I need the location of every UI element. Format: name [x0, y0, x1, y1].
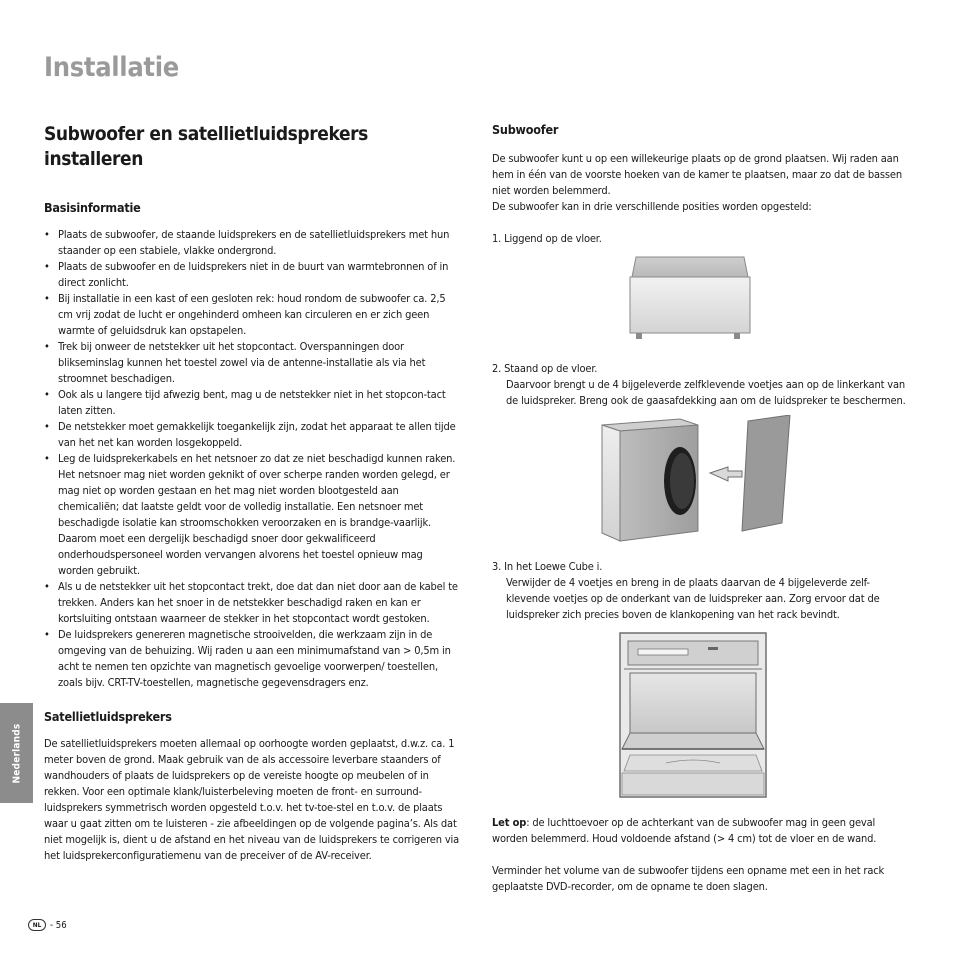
basis-bullet-list [44, 227, 460, 691]
bullet-item: • De luidsprekers genereren magnetische strooivelden, die werkzaam zijn in de omgeving van de behuizing. Wij raden u aan een minimumafstand van > 0,5m in acht te nemen ten opzichte van magnetisch gevoelige voorwerpen/ toestellen, zoals bijv. CRT-TV-toestellen, magnetische gegevensdragers enz. [44, 627, 460, 691]
note-paragraph [492, 815, 912, 847]
loewe-cube-rack-illustration [618, 631, 768, 801]
language-side-tab [0, 703, 33, 803]
note-label: Let op [492, 816, 527, 829]
subwoofer-lying-illustration [622, 255, 762, 347]
bullet-item: • Ook als u langere tijd afwezig bent, mag u de netstekker niet in het stopcon-tact laten zitten. [44, 387, 460, 419]
subwoofer-standing-illustration [600, 415, 800, 545]
bullet-item: • De netstekker moet gemakkelijk toegankelijk zijn, zodat het apparaat te allen tijde van het net kan worden losgekoppeld. [44, 419, 460, 451]
satelliet-heading: Satellietluidsprekers [44, 709, 172, 724]
subwoofer-intro: De subwoofer kunt u op een willekeurige plaats op de grond plaatsen. Wij raden aan hem in één van de voorste hoeken van de kamer te plaatsen, maar zo dat de bassen niet worden belemmerd. [492, 152, 902, 197]
bullet-item: • Leg de luidsprekerkabels en het netsnoer zo dat ze niet beschadigd kunnen raken. Het netsnoer mag niet worden geknikt of over scherpe randen worden gelegd, er mag niet op worden gestaan en het mag niet worden blootgesteld aan chemicaliën; dat laatste geldt voor de volledig installatie. Een netsnoer met beschadigde isolatie kan stroomschokken veroorzaken en is brandge-vaarlijk. Daarom moet een dergelijk beschadigd snoer door gekwalificeerd onderhoudspersoneel worden vervangen alvorens het toestel opnieuw mag worden gebruikt. [44, 451, 460, 579]
basisinformatie-heading: Basisinformatie [44, 200, 141, 215]
step-2-text: Daarvoor brengt u de 4 bijgeleverde zelfklevende voetjes aan op de linkerkant van de luidspreker. Breng ook de gaasafdekking aan om de luidspreker te beschermen. [506, 378, 906, 407]
satelliet-paragraph: De satellietluidsprekers moeten allemaal op oorhoogte worden geplaatst, d.w.z. ca. 1 meter boven de grond. Maak gebruik van de als accessoire leverbare staanders of wandhouders of plaats de luidsprekers op de vereiste hoogte op meubelen of in rekken. Voor een optimale klank/luisterbeleving moeten de front- en surround-luidsprekers symmetrisch worden opgesteld t.o.v. het tv-toe-stel en t.o.v. de plaats waar u gaat zitten om te luisteren - zie afbeeldingen op de volgende pagina’s. Als dat niet mogelijk is, dient u de afstand en het niveau van de luidsprekers te corrigeren via het luidsprekerconfiguratiemenu van de preceiver of de AV-receiver. [44, 737, 460, 862]
left-column [44, 122, 460, 864]
subwoofer-positions-intro: De subwoofer kan in drie verschillende posities worden opgesteld: [492, 200, 812, 213]
bullet-item: • Plaats de subwoofer en de luidsprekers niet in de buurt van warmtebronnen of in direct zonlicht. [44, 259, 460, 291]
language-label: Nederlands [11, 723, 22, 783]
subwoofer-heading: Subwoofer [492, 122, 559, 137]
bullet-item: • Bij installatie in een kast of een gesloten rek: houd rondom de subwoofer ca. 2,5 cm vrij zodat de lucht er ongehinderd omheen kan circuleren en er zich geen warmte of geluidsdruk kan opstapelen. [44, 291, 460, 339]
step-3-text: Verwijder de 4 voetjes en breng in de plaats daarvan de 4 bijgeleverde zelf-klevende voetjes op de onderkant van de luidspreker aan. Zorg ervoor dat de luidspreker zich precies boven de klankopening van het rack bevindt. [506, 576, 880, 621]
step-1: 1. Liggend op de vloer. [492, 232, 602, 245]
final-paragraph: Verminder het volume van de subwoofer tijdens een opname met een in het rack geplaatste DVD-recorder, om de opname te doen slagen. [492, 864, 885, 893]
page-title: Installatie [44, 52, 179, 83]
bullet-item: • Als u de netstekker uit het stopcontact trekt, doe dat dan niet door aan de kabel te trekken. Anders kan het snoer in de netstekker beschadigd raken en kan er kortsluiting ontstaan waarneer de stekker in het stopcontact wordt gestoken. [44, 579, 460, 627]
page-number: - 56 [50, 919, 67, 931]
right-column [492, 122, 912, 895]
note-text: : de luchttoevoer op de achterkant van de subwoofer mag in geen geval worden belemmerd. Houd voldoende afstand (> 4 cm) tot de vloer en de wand. [492, 816, 877, 845]
language-badge-icon: NL [28, 919, 46, 931]
bullet-item: • Trek bij onweer de netstekker uit het stopcontact. Overspanningen door blikseminslag kunnen het toestel zowel via de antenne-installatie als via het stroomnet beschadigen. [44, 339, 460, 387]
step-2-head: 2. Staand op de vloer. [492, 362, 598, 375]
step-3-head: 3. In het Loewe Cube i. [492, 560, 603, 573]
page-footer [28, 919, 67, 931]
section-title: Subwoofer en satellietluidsprekers installeren [44, 123, 368, 170]
bullet-item: • Plaats de subwoofer, de staande luidsprekers en de satellietluidsprekers met hun staander op een stabiele, vlakke ondergrond. [44, 227, 460, 259]
